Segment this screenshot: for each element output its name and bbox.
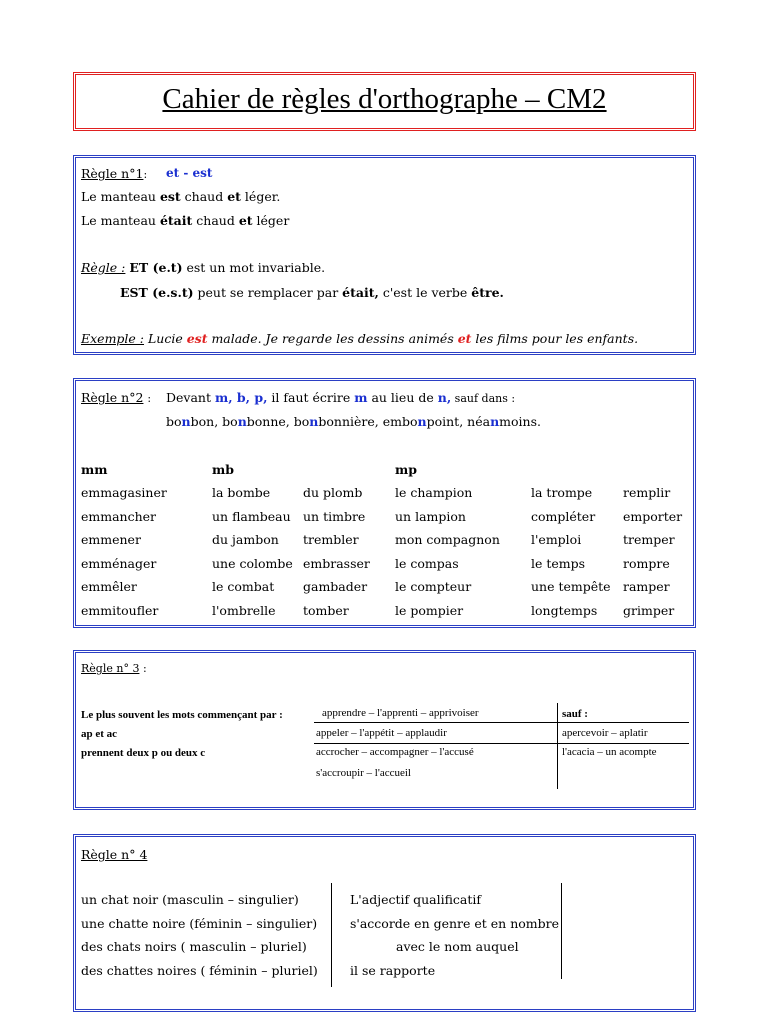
word-cell: un timbre [303,508,366,524]
rule-3-divider-top [314,722,689,723]
rule-4-right-3: avec le nom auquel [396,939,519,954]
word-cell: emménager [81,555,157,571]
word-cell: compléter [531,508,596,524]
rule-3-middle-2: appeler – l'appétit – applaudir [316,727,447,739]
rule-3-right-2: l'acacia – un acompte [562,746,657,758]
rule-4-left-4: des chattes noires ( féminin – pluriel) [81,963,318,978]
word-cell: ramper [623,579,670,594]
rule-3-left-3: prennent deux p ou deux c [81,747,206,759]
word-cell: emmagasiner [81,485,167,500]
rule-2-box [73,378,696,628]
rule-4-divider-left [331,883,332,987]
rule-3-right-1: apercevoir – aplatir [562,727,648,739]
title-box [73,72,696,131]
rule-3-middle-3: accrocher – accompagner – l'accusé [316,746,474,758]
word-cell: le compteur [395,579,472,594]
word-cell: la bombe [212,485,271,500]
header-mp: mp [395,462,417,477]
rule-3-left-1: Le plus souvent les mots commençant par : [81,709,283,721]
word-cell: du jambon [212,532,279,547]
rule-3-middle-1: apprendre – l'apprenti – apprivoiser [322,707,479,719]
word-cell: emmitoufler [81,602,159,618]
word-cell: la trompe [531,485,593,500]
rule-1-statement-1: Règle : ET (e.t) est un mot invariable. [81,260,326,275]
rule-1-example-line-1: Le manteau est chaud et léger. [81,189,281,204]
word-cell: remplir [623,485,671,500]
exception-word: bonbon, [166,414,223,429]
rule-1-statement-2: EST (e.s.t) peut se remplacer par était, c'est le verbe être. [120,285,504,300]
rule-3-middle-4: s'accroupir – l'accueil [316,767,411,779]
word-cell: mon compagnon [395,532,500,547]
word-cell: l'ombrelle [212,602,276,618]
word-cell: un lampion [395,508,466,524]
word-cell: le combat [212,579,275,594]
word-cell: l'emploi [531,532,582,547]
word-cell: un flambeau [212,508,291,524]
exception-word: embonpoint, [382,414,468,429]
word-cell: gambader [303,579,368,594]
exception-word: bonbonne, [222,414,294,429]
rule-1-exemple: Exemple : Lucie est malade. Je regarde les dessins animés et les films pour les enfants. [81,331,639,346]
word-cell: tomber [303,602,349,618]
word-cell: emmener [81,532,141,547]
rule-4-label: Règle n° 4 [81,847,148,862]
exception-word: néanmoins. [467,414,541,429]
rule-4-left-2: une chatte noire (féminin – singulier) [81,916,318,931]
rule-4-left-1: un chat noir (masculin – singulier) [81,892,299,907]
word-cell: emporter [623,508,683,524]
rule-4-divider-right [561,883,562,979]
word-cell: longtemps [531,602,598,618]
rule-3-column-divider [557,703,558,789]
rule-1-box [73,155,696,355]
word-cell: une tempête [531,579,611,594]
page-title: Cahier de règles d'orthographe – CM2 [162,83,607,115]
rule-2-label: Règle n°2 : [81,390,152,405]
rule-1-heading: et - est [166,166,213,180]
rule-3-sauf: sauf : [562,708,588,720]
word-cell: le pompier [395,602,464,618]
rule-4-right-4: il se rapporte [350,963,436,978]
rule-3-left-2: ap et ac [81,728,118,740]
word-cell: emmêler [81,579,137,594]
header-mm: mm [81,462,108,477]
word-cell: emmancher [81,508,157,524]
rule-2-exceptions [166,414,541,429]
rule-1-example-line-2: Le manteau était chaud et léger [81,213,290,228]
word-cell: trembler [303,532,359,547]
word-cell: le champion [395,485,473,500]
word-cell: une colombe [212,555,293,571]
header-mb: mb [212,462,234,477]
rule-4-box [73,834,696,1012]
rule-3-label: Règle n° 3 : [81,662,147,675]
word-cell: rompre [623,555,670,571]
exception-word: bonbonnière, [293,414,383,429]
rule-4-left-3: des chats noirs ( masculin – pluriel) [81,939,307,954]
word-cell: du plomb [303,485,363,500]
word-cell: le temps [531,555,586,571]
rule-4-right-2: s'accorde en genre et en nombre [350,916,560,931]
rule-2-intro: Devant m, b, p, il faut écrire m au lieu de n, sauf dans : [166,390,516,405]
word-cell: le compas [395,555,459,571]
word-cell: grimper [623,602,675,618]
word-cell: tremper [623,532,675,547]
word-cell: embrasser [303,555,370,571]
rule-1-label: Règle n°1: [81,166,148,181]
rule-4-right-1: L'adjectif qualificatif [350,892,482,907]
rule-3-divider-bottom [314,743,689,744]
rule-3-box [73,650,696,810]
